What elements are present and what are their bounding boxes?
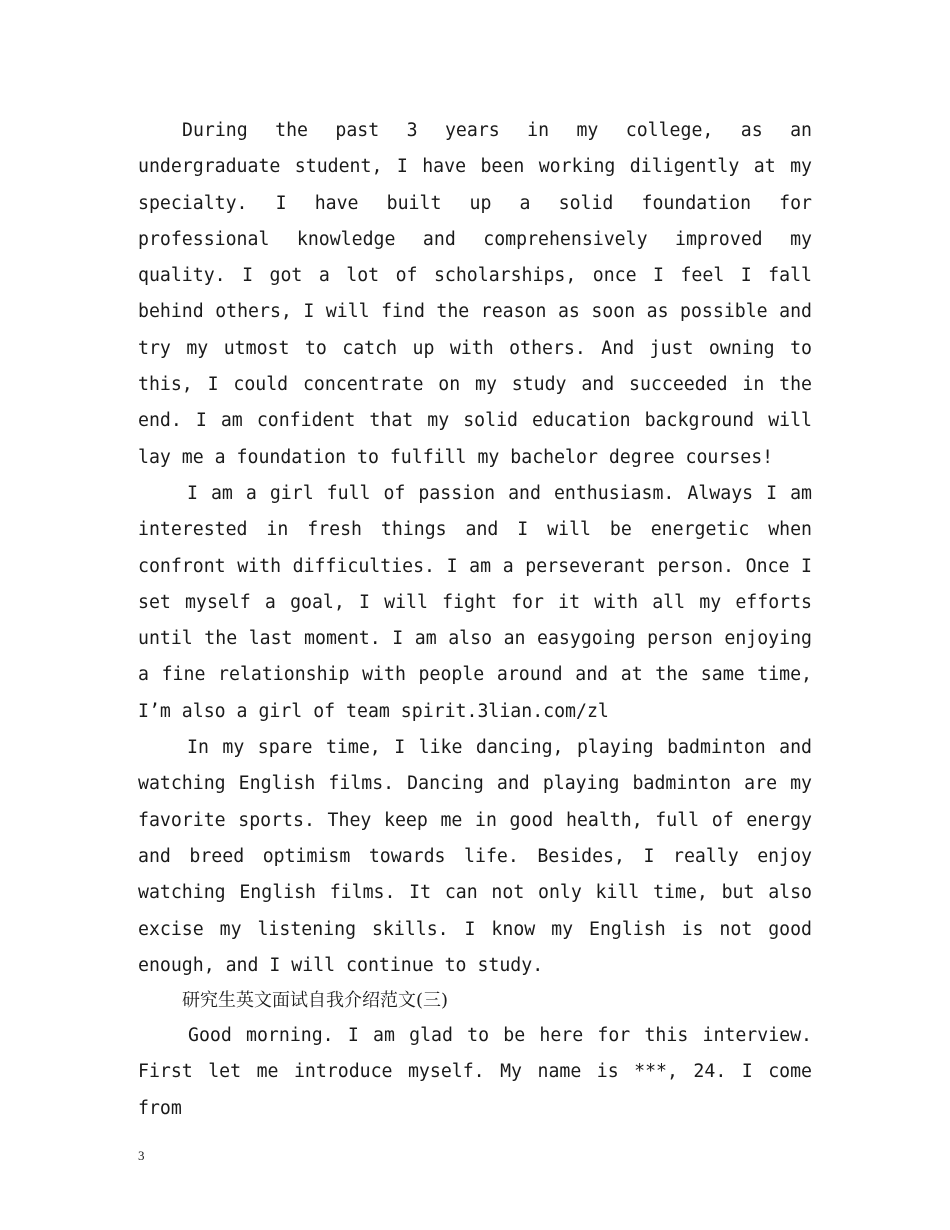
paragraph-hobbies: In my spare time, I like dancing, playing badminton and watching English films. Dancing and playing badminton are my favorite sports. They keep me in good health, full of energy and breed optimism towards life. Besides, I really enjoy watching English films. It can not only kill time, but also excise my listening skills. I know my English is not good enough, and I will continue to study.: [138, 737, 812, 976]
paragraph-personality: I am a girl full of passion and enthusiasm. Always I am interested in fresh things and I will be energetic when confront with difficulties. I am a perseverant person. Once I set myself a goal, I will fight for it with all my efforts until the last moment. I am also an easygoing person enjoying a fine relationship with people around and at the same time, I’m also a girl of team spirit.3lian.com/zl: [138, 482, 812, 722]
paragraph-college-study: During the past 3 years in my college, as an undergraduate student, I have been working diligently at my specialty. I have built up a solid foundation for professional knowledge and comprehensively improved my quality. I got a lot of scholarships, once I feel I fall behind others, I will find the reason as soon as possible and try my utmost to catch up with others. And just owning to this, I could concentrate on my study and succeeded in the end. I am confident that my solid education background will lay me a foundation to fulfill my bachelor degree courses!: [138, 120, 812, 468]
paragraph-interview-intro: Good morning. I am glad to be here for this interview. First let me introduce myself. My name is ***, 24. I come from: [138, 1025, 812, 1119]
document-body: [138, 113, 812, 1127]
section-heading: 研究生英文面试自我介绍范文(三): [182, 990, 449, 1012]
page-number: 3: [138, 1148, 145, 1163]
